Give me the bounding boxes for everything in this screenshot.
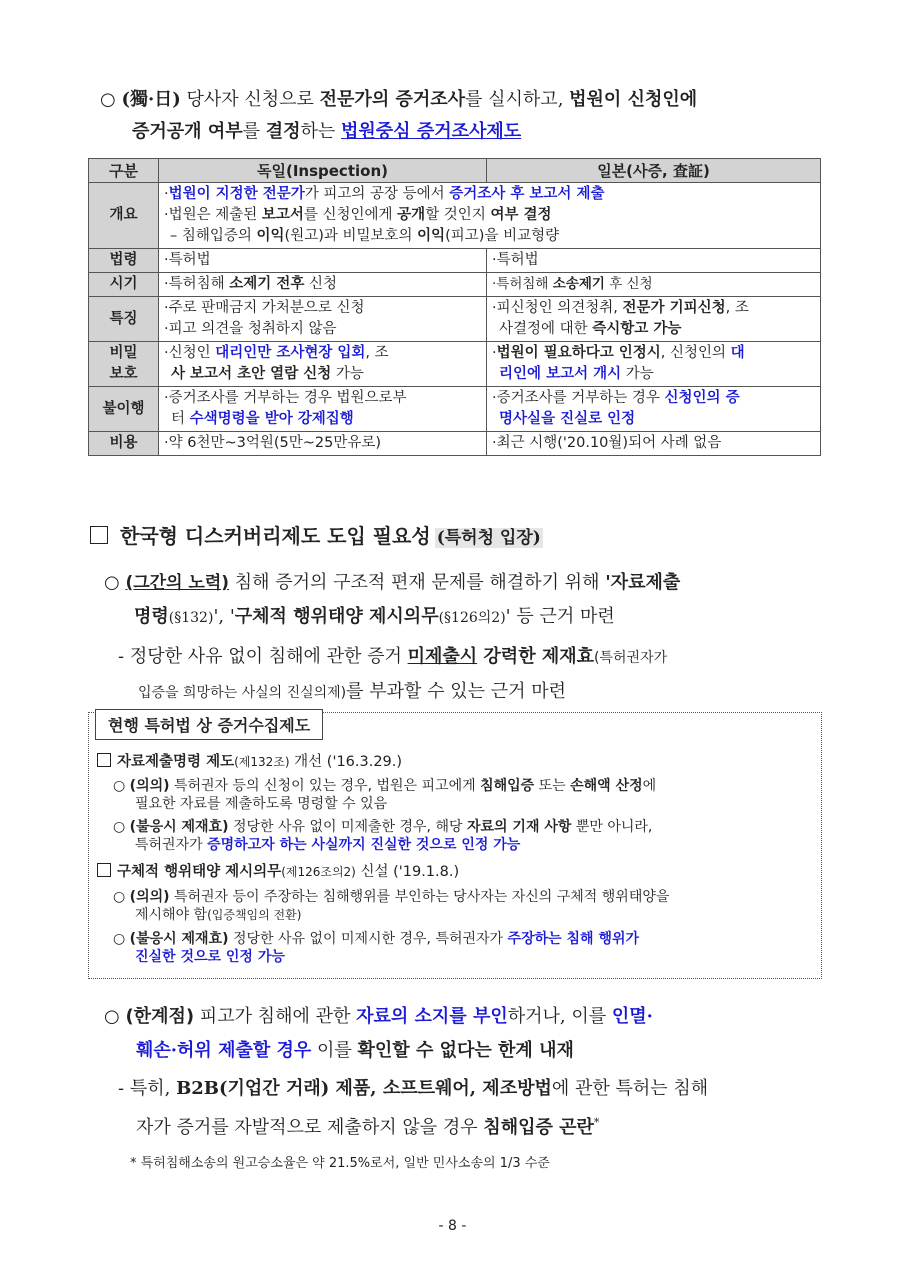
footnote: * 특허침해소송의 원고승소율은 약 21.5%로서, 일반 민사소송의 1/3 수준 — [130, 1156, 550, 1171]
checkbox-square-icon — [97, 863, 111, 877]
header-germany: 독일(Inspection) — [159, 159, 487, 183]
checkbox-square-icon — [90, 526, 108, 544]
limit-paragraph: ○ (한계점) 피고가 침해에 관한 자료의 소지를 부인하거나, 이를 인멸· 훼손·허위 제출할 경우 이를 확인할 수 없다는 한계 내재 — [104, 1006, 653, 1061]
table-row-feature: 특징 · 주로 판매금지 가처분으로 신청 · 피고 의견을 청취하지 않음 · 피신청인 의견청취, 전문가 기피신청, 조 사결정에 대한 즉시항고 가능 — [89, 297, 821, 342]
intro-line-2: 증거공개 여부를 결정하는 법원중심 증거조사제도 — [132, 121, 522, 142]
box-item-1b: ○ (불응시 제재효) 정당한 사유 없이 미제출한 경우, 해당 자료의 기재 사항 뿐만 아니라, — [113, 819, 653, 835]
limit-sub-paragraph: - 특히, B2B(기업간 거래) 제품, 소프트웨어, 제조방법에 관한 특허는 침해 자가 증거를 자발적으로 제출하지 않을 경우 침해입증 곤란* — [118, 1078, 709, 1138]
intro-paragraph — [100, 84, 830, 148]
section-heading: 한국형 디스커버리제도 도입 필요성 (특허청 입장) — [90, 520, 543, 549]
box-item-1a-line2: 필요한 자료를 제출하도록 명령할 수 있음 — [135, 796, 388, 812]
checkbox-square-icon — [97, 753, 111, 767]
page-number: - 8 - — [438, 1218, 467, 1234]
box-item-2a: ○ (의의) 특허권자 등이 주장하는 침해행위를 부인하는 당사자는 자신의 구체적 행위태양을 — [113, 889, 670, 905]
box-item-1a: ○ (의의) 특허권자 등의 신청이 있는 경우, 법원은 피고에게 침해입증 또는 손해액 산정에 — [113, 778, 657, 794]
box-item-2b: ○ (불응시 제재효) 정당한 사유 없이 미제시한 경우, 특허권자가 주장하는 침해 행위가 — [113, 931, 640, 947]
row-label: 비밀 보호 — [89, 342, 159, 387]
overview-cell: · 법원이 지정한 전문가가 피고의 공장 등에서 증거조사 후 보고서 제출 · 법원은 제출된 보고서를 신청인에게 공개할 것인지 여부 결정 – 침해입증의 이익(원고)과 비밀보호의 이익(피고)을 비교형량 — [159, 183, 821, 249]
box-item-2b-line2: 진실한 것으로 인정 가능 — [135, 949, 285, 965]
comparison-table — [88, 158, 821, 456]
bullet-circle: ○ — [100, 89, 116, 110]
row-label: 불이행 — [89, 387, 159, 432]
table-header-row — [89, 159, 821, 183]
box-item-1-heading: 자료제출명령 제도(제132조) 개선 ('16.3.29.) — [97, 753, 402, 771]
box-title: 현행 특허법 상 증거수집제도 — [95, 709, 323, 740]
box-item-2-heading: 구체적 행위태양 제시의무(제126조의2) 신설 ('19.1.8.) — [97, 863, 459, 881]
effort-paragraph: ○ (그간의 노력) 침해 증거의 구조적 편재 문제를 해결하기 위해 '자료제출 명령(§132)', '구체적 행위태양 제시의무(§126의2)' 등 근거 마련 — [104, 572, 681, 627]
table-row-overview — [89, 183, 821, 249]
row-label: 시기 — [89, 273, 159, 297]
row-label: 개요 — [89, 183, 159, 249]
intro-line-1: ○ (獨·日) 당사자 신청으로 전문가의 증거조사를 실시하고, 법원이 신청인에 — [100, 89, 698, 110]
table-row-noncompliance: 불이행 · 증거조사를 거부하는 경우 법원으로부 터 수색명령을 받아 강제집행 · 증거조사를 거부하는 경우 신청인의 증 명사실을 진실로 인정 — [89, 387, 821, 432]
header-category: 구분 — [89, 159, 159, 183]
table-row-secret: 비밀 보호 · 신청인 대리인만 조사현장 입회, 조 사 보고서 초안 열람 신청 가능 · 법원이 필요하다고 인정시, 신청인의 대 리인에 보고서 개시 가능 — [89, 342, 821, 387]
evidence-system-box — [88, 712, 822, 979]
table-row-cost: 비용 · 약 6천만~3억원(5만~25만유로) · 최근 시행('20.10월)되어 사례 없음 — [89, 432, 821, 456]
header-japan: 일본(사증, 査証) — [487, 159, 821, 183]
row-label: 법령 — [89, 249, 159, 273]
row-label: 특징 — [89, 297, 159, 342]
effort-sub-paragraph: - 정당한 사유 없이 침해에 관한 증거 미제출시 강력한 제재효(특허권자가 입증을 희망하는 사실의 진실의제)를 부과할 수 있는 근거 마련 — [118, 646, 668, 702]
table-row-law: 법령 · 특허법 · 특허법 — [89, 249, 821, 273]
table-row-timing: 시기 · 특허침해 소제기 전후 신청 · 특허침해 소송제기 후 신청 — [89, 273, 821, 297]
row-label: 비용 — [89, 432, 159, 456]
box-item-1b-line2: 특허권자가 증명하고자 하는 사실까지 진실한 것으로 인정 가능 — [135, 837, 521, 853]
box-item-2a-line2: 제시해야 함(입증책임의 전환) — [135, 907, 302, 923]
